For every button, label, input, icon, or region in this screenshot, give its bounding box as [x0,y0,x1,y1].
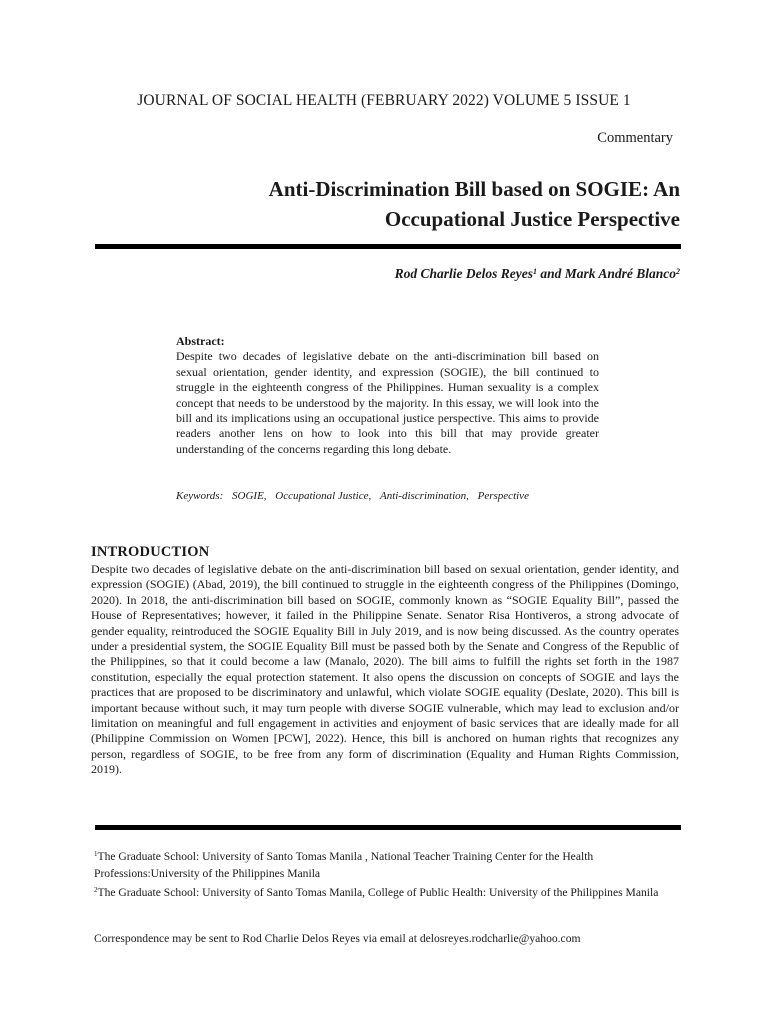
abstract-label: Abstract: [176,334,225,348]
journal-header: JOURNAL OF SOCIAL HEALTH (FEBRUARY 2022) VOLUME 5 ISSUE 1 [137,92,631,109]
footnote-1-marker: 1 [94,850,98,858]
footnotes-block [94,846,684,901]
article-title [120,174,680,234]
article-type-label: Commentary [597,130,673,146]
title-line-1: Anti-Discrimination Bill based on SOGIE: An [268,177,680,201]
author-1-marker: 1 [532,267,537,276]
introduction-paragraph: Despite two decades of legislative debate on the anti-discrimination bill based on sexual orientation, gender identity, and expression (SOGIE) (Abad, 2019), the bill continued to struggle in the eighteenth congress of the Philippines (Domingo, 2020). In 2018, the anti-discrimination bill based on SOGIE, commonly known as “SOGIE Equality Bill”, passed the House of Representatives; however, it failed in the Philippine Senate. Senator Risa Hontiveros, a strong advocate of gender equality, reintroduced the SOGIE Equality Bill in July 2019, and is now being discussed. As the country operates under a presidential system, the SOGIE Equality Bill must be passed both by the Senate and Congress of the Republic of the Philippines, so that it could become a law (Manalo, 2020). The bill aims to fulfill the rights set forth in the 1987 constitution, especially the equal protection statement. It also opens the discussion on concepts of SOGIE and lays the practices that are proposed to be discriminatory and unlawful, which violate SOGIE equality (Deslate, 2020). This bill is important because without such, it may turn people with diverse SOGIE vulnerable, which may lead to exclusion and/or limitation on meaningful and full engagement in activities and enjoyment of basic services that are ideally made for all (Philippine Commission on Women [PCW], 2022). Hence, this bill is anchored on human rights that recognizes any person, regardless of SOGIE, to be free from any form of discrimination (Equality and Human Rights Commission, 2019). [91,562,679,777]
keywords-line [176,490,529,502]
abstract-block [176,334,599,457]
author-2: Mark André Blanco [564,266,676,281]
title-line-2: Occupational Justice Perspective [384,207,680,231]
footnote-divider [95,825,681,830]
correspondence-note: Correspondence may be sent to Rod Charlie Delos Reyes via email at delosreyes.rodcharlie@yahoo.com [94,932,581,945]
author-2-marker: 2 [676,267,680,276]
keywords-label: Keywords: [176,490,224,502]
abstract-text: Despite two decades of legislative debate on the anti-discrimination bill based on sexual orientation, gender identity, and expression (SOGIE), the bill continued to struggle in the eighteenth congress of the Philippines. Human sexuality is a complex concept that needs to be understood by the majority. In this essay, we will look into the bill and its implications using an occupational justice perspective. This aims to provide readers another lens on how to look into this bill that may provide greater understanding of the concerns regarding this long debate. [176,349,599,456]
footnote-2-text: The Graduate School: University of Santo Tomas Manila, College of Public Health: University of the Philippines Manila [97,886,659,899]
keyword-item: Occupational Justice, [275,490,372,502]
keyword-item: Perspective [477,490,529,502]
footnote-1-text: The Graduate School: University of Santo Tomas Manila , National Teacher Training Center for the Health Professions:University of the Philippines Manila [94,850,594,880]
author-1: Rod Charlie Delos Reyes [394,266,533,281]
title-divider [95,244,681,249]
footnote-1 [94,846,684,882]
author-line [395,266,680,282]
author-conjunction: and [536,266,565,281]
keyword-item: Anti-discrimination, [379,490,469,502]
introduction-heading: INTRODUCTION [91,544,210,560]
footnote-2-marker: 2 [94,886,98,894]
footnote-2 [94,882,684,901]
keyword-item: SOGIE, [232,490,267,502]
